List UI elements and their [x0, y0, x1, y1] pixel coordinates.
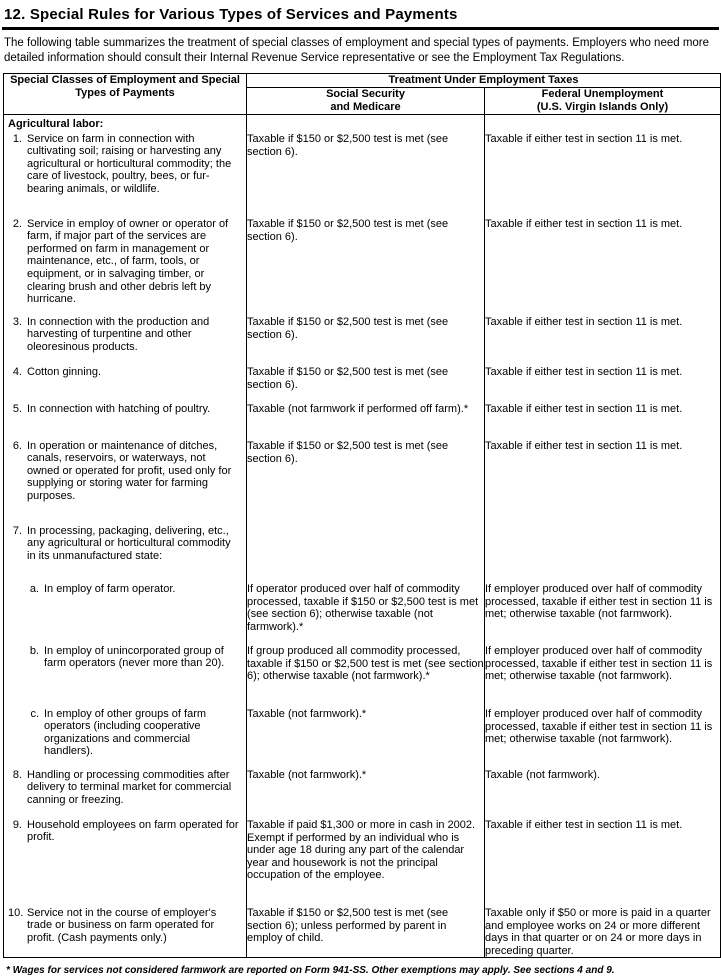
item-text: In operation or maintenance of ditches, canals, reservoirs, or waterways, not owned or operated for profit, used only for supplying or storing water for farming purposes. — [27, 439, 232, 502]
item-number: 1. — [12, 132, 22, 145]
special-rules-table — [3, 73, 721, 958]
item-number: 5. — [12, 402, 22, 415]
item-text: In connection with hatching of poultry. — [27, 402, 211, 415]
page-title: 12. Special Rules for Various Types of Services and Payments — [4, 6, 458, 23]
item-number: 8. — [12, 768, 22, 781]
item-number: c. — [30, 707, 39, 720]
cell-text: Taxable if $150 or $2,500 test is met (see section 6). — [247, 366, 449, 391]
cell-text: Taxable (not farmwork if performed off farm).* — [247, 403, 469, 415]
cell-text: Taxable if $150 or $2,500 test is met (see section 6). — [247, 133, 449, 158]
header-social-security — [247, 88, 485, 115]
item-number: 4. — [12, 365, 22, 378]
column-classes — [4, 115, 247, 958]
header-social-line1: Social Security — [326, 88, 405, 100]
item-text: Cotton ginning. — [27, 365, 101, 378]
item-number: 6. — [12, 439, 22, 452]
cell-text — [247, 525, 484, 574]
list-item — [8, 645, 240, 699]
cell-text: If employer produced over half of commodity processed, taxable if either test in section 11 is met; otherwise taxable (not farmwork). — [485, 708, 713, 746]
cell-text: If employer produced over half of commodity processed, taxable if either test in section 11 is met; otherwise taxable (not farmwork). — [485, 583, 713, 621]
item-number: a. — [29, 582, 39, 595]
item-number: b. — [29, 644, 39, 657]
cell-text: Taxable if either test in section 11 is met. — [485, 316, 683, 328]
intro-paragraph: The following table summarizes the treatment of special classes of employment and special types of payments. Employers who need more detailed information should consult their Internal Revenue Service representative or see the Employment Tax Regulations. — [4, 37, 710, 64]
footnote: * Wages for services not considered farmwork are reported on Form 941-SS. Other exemptions may apply. See sections 4 and 9. — [6, 965, 615, 977]
item-number: 7. — [12, 524, 22, 537]
cell-text: Taxable if either test in section 11 is met. — [485, 366, 683, 378]
column-social-security — [247, 115, 485, 958]
cell-text: Taxable only if $50 or more is paid in a quarter and employee works on 24 or more different days in that quarter or on 24 or more days in preceding quarter. — [485, 907, 711, 957]
column-spacer — [247, 115, 484, 133]
list-item — [8, 819, 240, 898]
section-label-agricultural: Agricultural labor: — [8, 118, 104, 130]
list-item — [8, 440, 240, 516]
cell-text: Taxable if $150 or $2,500 test is met (see section 6). — [247, 316, 449, 341]
cell-text: Taxable if either test in section 11 is met. — [485, 218, 683, 230]
item-text: Service in employ of owner or operator of farm, if major part of the services are performed on farm in management or maintenance, etc., of farm, tools, or equipment, or in salvaging timber, or clearing brush and other debris left by hurricane. — [27, 217, 229, 306]
item-text: In employ of farm operator. — [44, 582, 176, 595]
column-federal-unemployment — [485, 115, 721, 958]
cell-text: Taxable (not farmwork).* — [247, 769, 367, 781]
column-spacer — [485, 115, 720, 133]
item-text: Household employees on farm operated for profit. — [27, 818, 239, 844]
header-futa-line1: Federal Unemployment — [541, 88, 664, 100]
cell-text: Taxable if $150 or $2,500 test is met (see section 6). — [247, 440, 449, 465]
title-divider — [2, 27, 719, 30]
item-text: In processing, packaging, delivering, etc., any agricultural or horticultural commodity in its unmanufactured state: — [27, 524, 231, 562]
list-item — [8, 907, 240, 945]
list-item — [8, 708, 240, 760]
cell-text: If operator produced over half of commodity processed, taxable if $150 or $2,500 test is met (see section 6); otherwise taxable (not farmwork).* — [247, 583, 479, 633]
item-text: Service not in the course of employer's trade or business on farm operated for profit. (Cash payments only.) — [27, 906, 217, 944]
cell-text: Taxable if either test in section 11 is met. — [485, 819, 683, 831]
header-futa-line2: (U.S. Virgin Islands Only) — [536, 101, 669, 113]
cell-text: Taxable if either test in section 11 is met. — [485, 440, 683, 452]
table-header-row-1 — [4, 74, 721, 88]
cell-text: Taxable (not farmwork).* — [247, 708, 367, 720]
cell-text: Taxable if $150 or $2,500 test is met (see section 6); unless performed by parent in employ of child. — [247, 907, 449, 945]
cell-text: Taxable if paid $1,300 or more in cash in 2002. Exempt if performed by an individual who is under age 18 during any part of the calendar year and housework is not the principal occupation of the employee. — [247, 819, 476, 882]
table-body-row — [4, 115, 721, 958]
item-number: 10. — [8, 906, 24, 919]
header-left: Special Classes of Employment and Special Types of Payments — [4, 74, 247, 115]
cell-text: Taxable if $150 or $2,500 test is met (see section 6). — [247, 218, 449, 243]
list-item — [8, 316, 240, 357]
cell-text: If group produced all commodity processed, taxable if $150 or $2,500 test is met (see section 6); otherwise taxable (not farmwork).* — [247, 645, 484, 683]
cell-text — [485, 525, 720, 574]
item-number: 3. — [12, 315, 22, 328]
list-item — [8, 769, 240, 810]
item-text: Handling or processing commodities after delivery to terminal market for commercial canning or freezing. — [27, 768, 232, 806]
cell-text: Taxable if either test in section 11 is met. — [485, 133, 683, 145]
header-social-line2: and Medicare — [330, 101, 401, 113]
cell-text: If employer produced over half of commodity processed, taxable if either test in section 11 is met; otherwise taxable (not farmwork). — [485, 645, 713, 683]
cell-text: Taxable if either test in section 11 is met. — [485, 403, 683, 415]
list-item — [8, 366, 240, 394]
header-futa — [485, 88, 721, 115]
list-item — [8, 525, 240, 574]
item-text: In employ of unincorporated group of farm operators (never more than 20). — [44, 644, 225, 670]
item-text: In connection with the production and harvesting of turpentine and other oleoresinous products. — [27, 315, 210, 353]
list-item — [8, 218, 240, 307]
list-item — [8, 583, 240, 636]
item-text: Service on farm in connection with cultivating soil; raising or harvesting any agricultural or horticultural commodity; the care of livestock, poultry, bees, or fur-bearing animals, or wildlife. — [27, 132, 232, 195]
item-number: 9. — [12, 818, 22, 831]
list-item — [8, 403, 240, 431]
list-item — [8, 133, 240, 209]
cell-text: Taxable (not farmwork). — [485, 769, 600, 781]
item-number: 2. — [12, 217, 22, 230]
header-group: Treatment Under Employment Taxes — [247, 74, 721, 88]
item-text: In employ of other groups of farm operators (including cooperative organizations and commercial handlers). — [44, 707, 207, 758]
